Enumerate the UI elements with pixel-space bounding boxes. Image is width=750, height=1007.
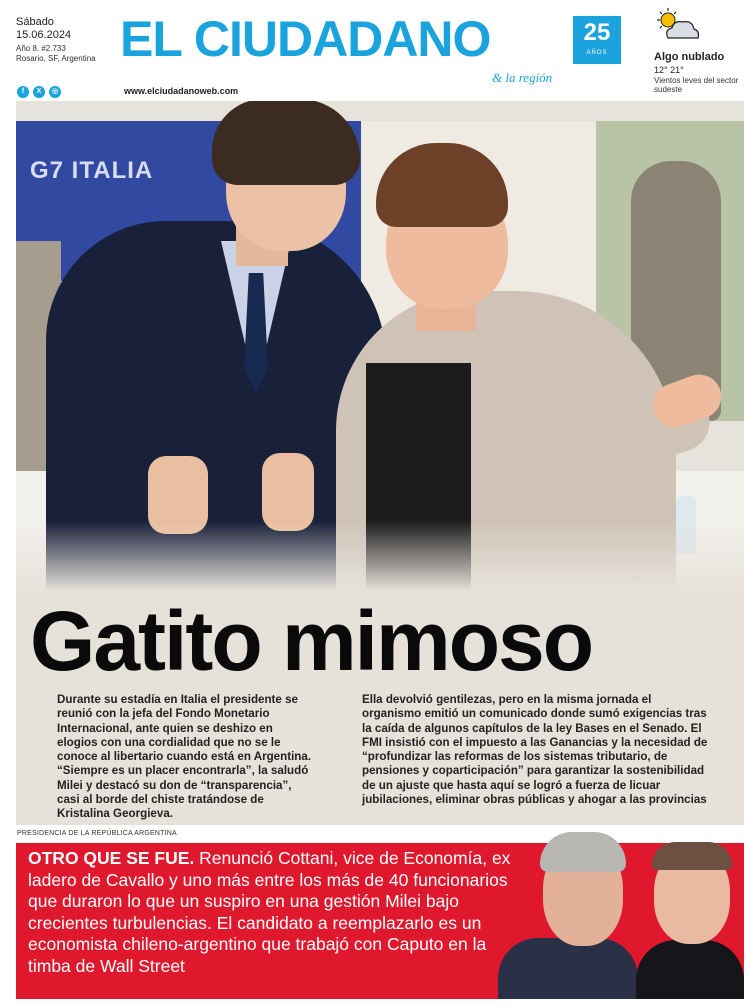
story-column-left: Durante su estadía en Italia el presidente se reunió con la jefa del Fondo Monetario Internacional, ante quien se deshizo en elogios con una cordialidad que no se le conoce al libertario cuando está en Argentina. “Siempre es un placer encontrarla”, la saludó Milei y destacó su don de “transparencia”, casi al borde del chiste tratándose de Kristalina Georgieva. [57,693,312,821]
facebook-icon[interactable]: f [17,86,29,98]
photo-fade [16,521,744,591]
man-thumb-right [262,453,314,531]
weather-state: Algo nublado [654,51,725,63]
man-hair [212,101,360,185]
photo-credit: PRESIDENCIA DE LA REPÚBLICA ARGENTINA [17,830,177,837]
issue-number: Año 8. #2.733 [16,44,66,53]
anniversary-badge [573,16,621,64]
edition-date [16,16,71,42]
issue-location: Rosario, SF, Argentina [16,54,96,63]
secondary-story-body: Renunció Cottani, vice de Economía, ex ladero de Cavallo y uno más entre los más de 40 funcionarios que duraron lo que un suspiro en una gestión Milei bajo crecientes turbulencias. El candidato a reemplazarlo es un economista chileno-argentino que trabajó con Caputo en la timba de Wall Street [28,848,511,976]
replacement-suit [636,940,744,999]
masthead-title[interactable]: EL CIUDADANO [120,11,491,67]
secondary-story-kicker: OTRO QUE SE FUE. [28,848,200,868]
instagram-icon[interactable]: ◎ [49,86,61,98]
x-icon[interactable]: X [33,86,45,98]
main-photo[interactable] [16,101,744,591]
replacement-hair [652,842,732,870]
secondary-story-text[interactable] [28,848,523,978]
edition-issue [16,44,96,64]
anniversary-label: AÑOS [586,50,608,56]
edition-date-value: 15.06.2024 [16,29,72,41]
edition-day: Sábado [16,16,54,28]
anniversary-number: 25 [583,19,611,46]
masthead-region: & la región [492,70,553,85]
site-url[interactable]: www.elciudadanoweb.com [124,86,239,96]
replacement-photo [636,840,744,999]
story-column-right: Ella devolvió gentilezas, pero en la misma jornada el organismo emitió un comunicado donde sumó exigencias tras la caída de algunos capítulos de la ley Bases en el Senado. El FMI insistió con el impuesto a las Ganancias y la necesidad de “profundizar las reformas de los sistemas tributario, de pensiones y coparticipación” para garantizar la sostenibilidad de un ajuste que hasta aquí se logró a fuerza de licuar jubilaciones, eliminar obras públicas y ahogar a las provincias [362,693,708,807]
weather-temps: 12° 21° [654,65,684,75]
cottani-hair [540,832,626,872]
social-links [17,86,61,98]
partly-cloudy-icon [654,8,700,44]
weather-wind: Vientos leves del sector sudeste [654,76,739,94]
headline[interactable]: Gatito mimoso [30,594,593,688]
photo-backdrop-text: G7 ITALIA [30,157,154,184]
